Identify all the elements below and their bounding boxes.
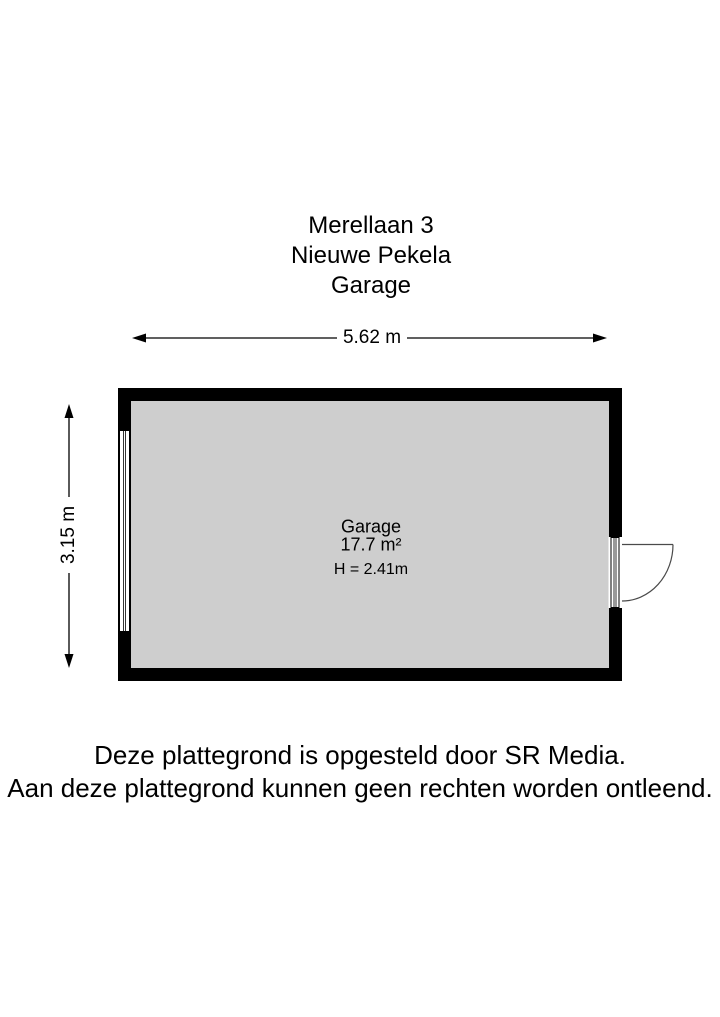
footer-disclaimer (7, 739, 712, 805)
height-dimension-label: 3.15 m (58, 502, 80, 568)
arrowhead-left-icon (132, 334, 146, 343)
title-room: Garage (330, 272, 412, 299)
arrowhead-down-icon (65, 654, 74, 668)
footer-line2: Aan deze plattegrond kunnen geen rechten worden ontleend. (7, 773, 713, 803)
room-area-label: 17.7 m² (340, 534, 402, 555)
door-swing-arc (622, 545, 673, 602)
arrowhead-up-icon (65, 404, 74, 418)
window (120, 431, 130, 632)
door-frame (611, 538, 619, 608)
room-ceiling-height-label: H = 2.41m (333, 561, 409, 578)
door (609, 537, 674, 608)
title-street: Merellaan 3 (308, 212, 434, 239)
footer-line1: Deze plattegrond is opgesteld door SR Media. (94, 740, 626, 770)
title-city: Nieuwe Pekela (290, 242, 452, 269)
room-name-label: Garage (340, 516, 402, 537)
width-dimension-label: 5.62 m (339, 327, 405, 349)
arrowhead-right-icon (593, 334, 607, 343)
